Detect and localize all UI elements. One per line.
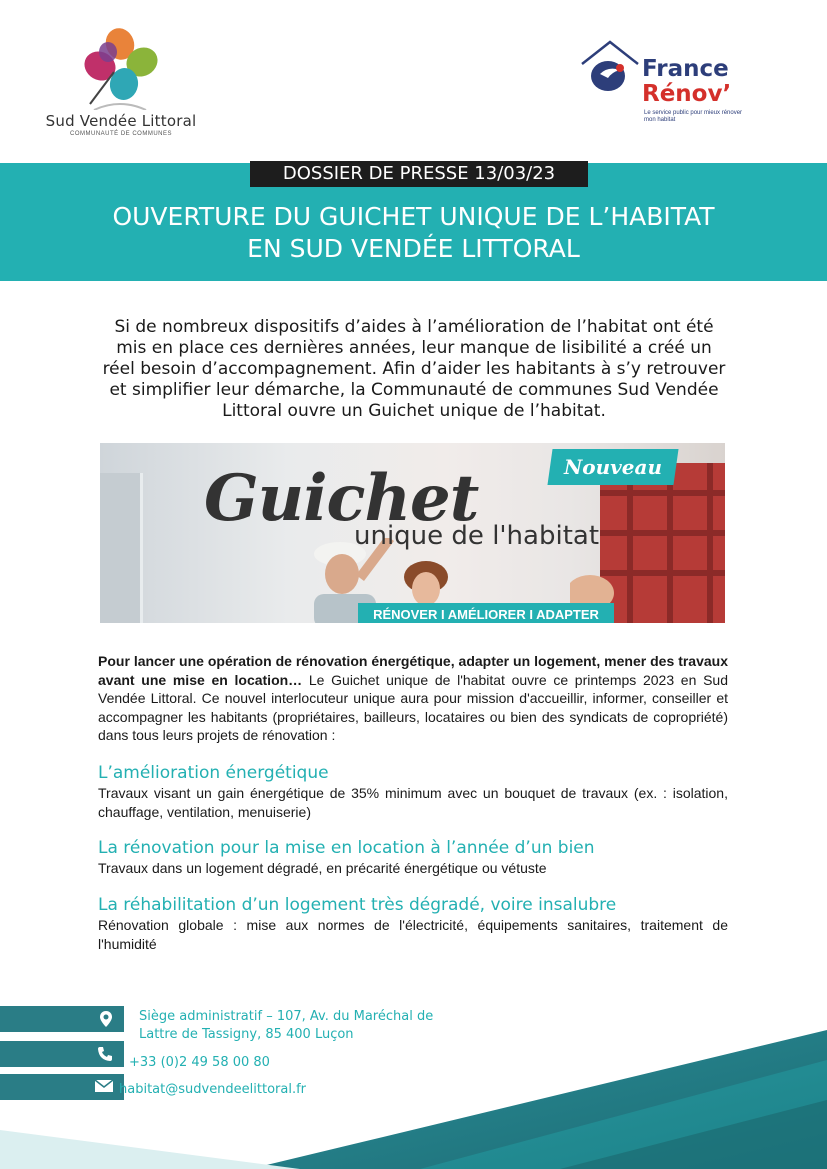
hero-image: [100, 443, 725, 623]
hero-tagline-strip: RÉNOVER I AMÉLIORER I ADAPTER: [358, 603, 614, 623]
press-kit-label: DOSSIER DE PRESSE 13/03/23: [250, 161, 588, 187]
sud-vendee-littoral-name: Sud Vendée Littoral: [45, 112, 197, 130]
door-frame: [100, 473, 143, 623]
section-text-rental: Travaux dans un logement dégradé, en précarité énergétique ou vétuste: [98, 860, 547, 876]
phone-number[interactable]: +33 (0)2 49 58 00 80: [129, 1055, 270, 1070]
envelope-icon: [94, 1078, 114, 1094]
lead-bold-text: Pour lancer une opération de rénovation énergétique, adapter un logement, mener des travaux avant une mise en location…: [98, 653, 728, 688]
france-renov-logo: [578, 40, 768, 130]
clover-logo-icon: [80, 24, 160, 110]
section-text-energy: Travaux visant un gain énergétique de 35% minimum avec un bouquet de travaux (ex. : isolation, chauffage, ventilation, menuiserie): [98, 785, 728, 820]
address-line-1: Siège administratif – 107, Av. du Maréchal de: [139, 1009, 434, 1024]
location-pin-icon: [98, 1010, 114, 1028]
section-title-energy: L’amélioration énergétique: [98, 763, 329, 783]
page-title: [0, 201, 827, 265]
address-line-2: Lattre de Tassigny, 85 400 Luçon: [139, 1027, 354, 1042]
section-title-rental: La rénovation pour la mise en location à l’année d’un bien: [98, 838, 595, 858]
france-renov-title-line1: France: [642, 56, 729, 82]
title-line-1: OUVERTURE DU GUICHET UNIQUE DE L’HABITAT: [112, 202, 715, 231]
title-line-2: EN SUD VENDÉE LITTORAL: [247, 234, 580, 263]
nouveau-badge-text: Nouveau: [563, 455, 662, 479]
address-tab: [0, 1006, 124, 1032]
france-renov-title-line2: Rénov’: [642, 81, 732, 107]
hero-subtitle: unique de l'habitat: [354, 521, 600, 551]
sud-vendee-littoral-subtitle: COMMUNAUTÉ DE COMMUNES: [70, 131, 172, 137]
phone-tab: [0, 1041, 124, 1067]
phone-icon: [96, 1045, 114, 1063]
section-title-rehabilitation: La réhabilitation d’un logement très dégradé, voire insalubre: [98, 895, 617, 915]
email-link[interactable]: habitat@sudvendeelittoral.fr: [119, 1082, 307, 1097]
address-text: [139, 1008, 433, 1044]
sud-vendee-littoral-logo: [36, 24, 206, 144]
email-tab: [0, 1074, 124, 1100]
nouveau-badge: [547, 449, 678, 485]
hero-title: Guichet: [204, 461, 479, 536]
lead-text: Le Guichet unique de l'habitat ouvre ce printemps 2023 en Sud Vendée Littoral. Ce nouvel interlocuteur unique aura pour mission d'accueillir, informer, conseiller et accompagner les habitants (propriétaires, bailleurs, locataires ou bien des syndicats de copropriété) dans tous leurs projets de rénovation :: [98, 671, 728, 743]
france-renov-tagline: Le service public pour mieux rénover mon habitat: [644, 110, 743, 123]
lead-paragraph: [98, 652, 728, 745]
intro-paragraph: Si de nombreux dispositifs d’aides à l’amélioration de l’habitat ont été mis en place ces dernières années, leur manque de lisibilité a créé un réel besoin d’accompagnement. Afin d’aider les habitants à s’y retrouver et simplifier leur démarche, la Communauté de communes Sud Vendée Littoral ouvre un Guichet unique de l’habitat.: [102, 317, 726, 421]
house-roof-icon: [578, 40, 644, 100]
section-text-rehabilitation: Rénovation globale : mise aux normes de l'électricité, équipements sanitaires, traitement de l'humidité: [98, 917, 728, 952]
title-banner: [0, 163, 827, 281]
